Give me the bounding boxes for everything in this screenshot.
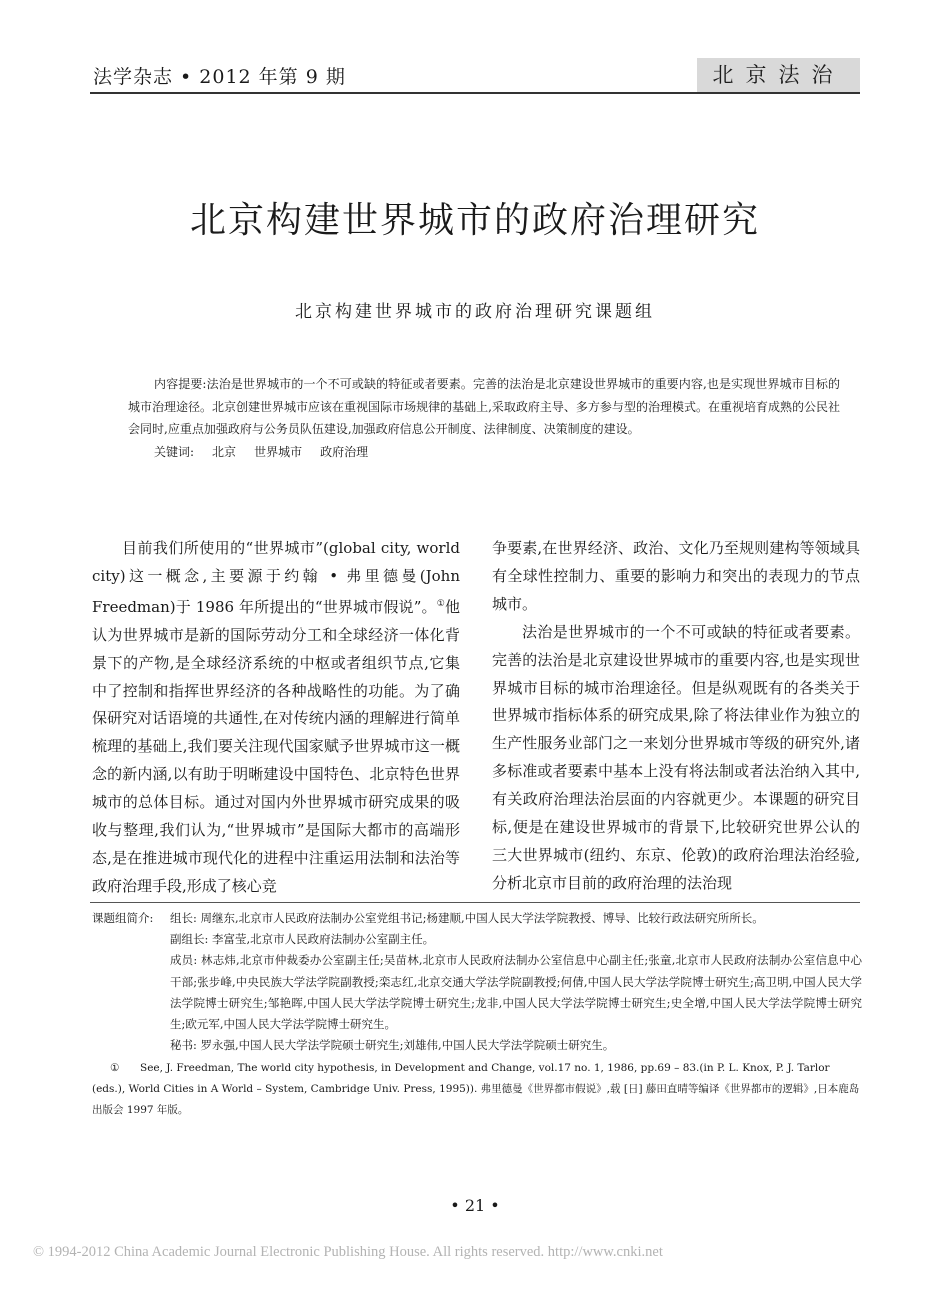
- body-paragraph: 目前我们所使用的“世界城市”(global city, world city)这一概念,主要源于约翰 • 弗里德曼(John Freedman)于 1986 年所提出的“世界城市假说”。①他认为世界城市是新的国际劳动分工和全球经济一体化背景下的产物,是全球经济系统的中枢或者组织节点,它集中了控制和指挥世界经济的各种战略性的功能。为了确保研究对话语境的共通性,在对传统内涵的理解进行简单梳理的基础上,我们要关注现代国家赋予世界城市这一概念的新内涵,以有助于明晰建设中国特色、北京特色世界城市的总体目标。通过对国内外世界城市研究成果的吸收与整理,我们认为,“世界城市”是国际大都市的高端形态,是在推进城市现代化的进程中注重运用法制和法治等政府治理手段,形成了核心竞: [92, 539, 460, 895]
- notes-block: [92, 908, 862, 1121]
- copyright-line: © 1994-2012 China Academic Journal Electronic Publishing House. All rights reserved. http://www.cnki.net: [33, 1244, 663, 1260]
- journal-header: 法学杂志 • 2012 年第 9 期: [93, 66, 346, 88]
- group-secretary: 秘书: 罗永强,中国人民大学法学院硕士研究生;刘雄伟,中国人民大学法学院硕士研究生。: [170, 1038, 615, 1053]
- article-author: 北京构建世界城市的政府治理研究课题组: [295, 302, 655, 322]
- body-column-left: [92, 535, 460, 901]
- keyword: 世界城市: [254, 444, 303, 459]
- keywords-line: [128, 441, 840, 464]
- keyword: 北京: [212, 444, 237, 459]
- group-leader: 组长: 周继东,北京市人民政府法制办公室党组书记;杨建顺,中国人民大学法学院教授、博导、比较行政法研究所所长。: [170, 911, 764, 925]
- group-deputy: 副组长: 李富莹,北京市人民政府法制办公室副主任。: [170, 932, 435, 947]
- footnote-ref[interactable]: ①: [436, 598, 445, 609]
- footnote-rule: [90, 902, 860, 903]
- body-paragraph: 争要素,在世界经济、政治、文化乃至规则建构等领域具有全球性控制力、重要的影响力和突出的表现力的节点城市。: [492, 539, 860, 613]
- group-members: 成员: 林志炜,北京市仲裁委办公室副主任;吴苗林,北京市人民政府法制办公室信息中心副主任;张童,北京市人民政府法制办公室信息中心干部;张步峰,中央民族大学法学院副教授;栾志红,北京交通大学法学院副教授;何倩,中国人民大学法学院博士研究生;高卫明,中国人民大学法学院博士研究生;邹艳晖,中国人民大学法学院博士研究生;龙非,中国人民大学法学院博士研究生;史全增,中国人民大学法学院博士研究生;欧元军,中国人民大学法学院博士研究生。: [170, 953, 862, 1032]
- article-title: 北京构建世界城市的政府治理研究: [189, 200, 760, 241]
- body-column-right: [492, 535, 860, 898]
- abstract-text: 法治是世界城市的一个不可或缺的特征或者要素。完善的法治是北京建设世界城市的重要内容,也是实现世界城市目标的城市治理途径。北京创建世界城市应该在重视国际市场规律的基础上,采取政府主导、多方参与型的治理模式。在重视培育成熟的公民社会同时,应重点加强政府与公务员队伍建设,加强政府信息公开制度、法律制度、决策制度的建设。: [128, 377, 840, 437]
- abstract-label: 内容提要:: [154, 377, 207, 391]
- header-rule: [90, 92, 860, 94]
- section-badge: 北京法治: [697, 58, 860, 92]
- page-number: • 21 •: [450, 1196, 500, 1215]
- group-intro-label: 课题组简介:: [92, 911, 154, 925]
- abstract-block: [128, 373, 840, 463]
- keyword: 政府治理: [320, 444, 369, 459]
- abstract-paragraph: [128, 373, 840, 441]
- footnote-text: See, J. Freedman, The world city hypothesis, in Development and Change, vol.17 no. 1, 1986, pp.69 – 83.(in P. L. Knox, P. J. Tarlor (eds.), World Cities in A World – System, Cambridge Univ. Press, 1995)). 弗里德曼《世界都市假说》,载 [日] 藤田直晴等编译《世界都市的逻辑》,日本鹿岛出版会 1997 年版。: [92, 1062, 860, 1117]
- group-intro: [92, 908, 862, 929]
- body-paragraph: 法治是世界城市的一个不可或缺的特征或者要素。完善的法治是北京建设世界城市的重要内容,也是实现世界城市目标的城市治理途径。但是纵观既有的各类关于世界城市指标体系的研究成果,除了将法律业作为独立的生产性服务业部门之一来划分世界城市等级的研究外,诸多标准或者要素中基本上没有将法制或者法治纳入其中,有关政府治理法治层面的内容就更少。本课题的研究目标,便是在建设世界城市的背景下,比较研究世界公认的三大世界城市(纽约、东京、伦敦)的政府治理法治经验,分析北京市目前的政府治理的法治现: [492, 622, 860, 892]
- footnote: [92, 1058, 862, 1121]
- keywords-label: 关键词:: [154, 444, 195, 459]
- footnote-mark: ①: [110, 1062, 120, 1075]
